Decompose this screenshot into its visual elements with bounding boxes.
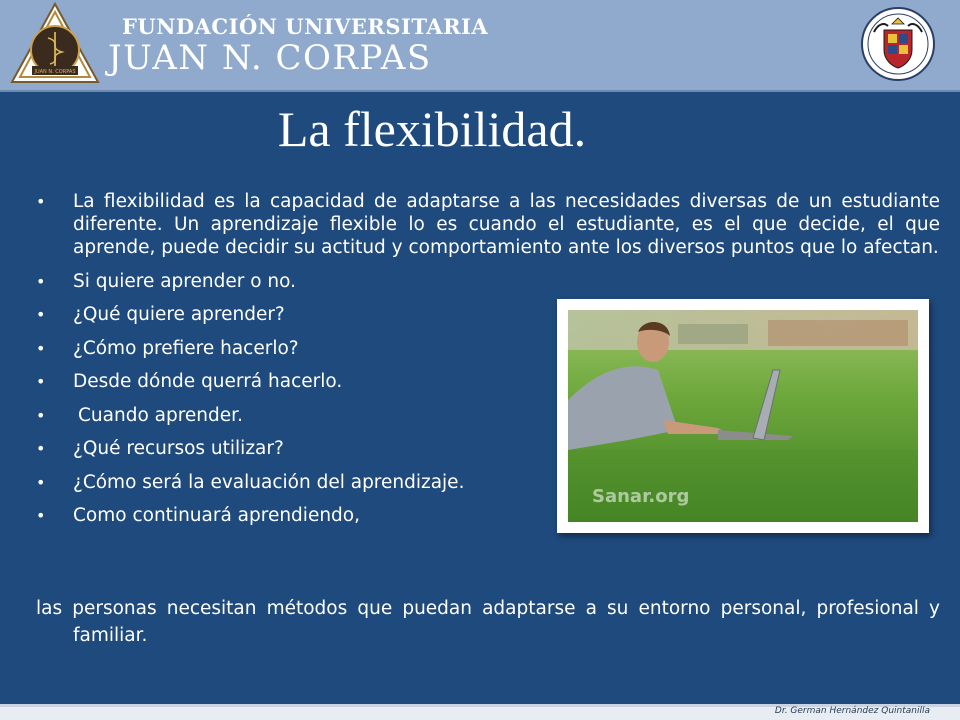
list-item (36, 337, 543, 360)
institution-line1: FUNDACIÓN UNIVERSITARIA (122, 14, 489, 39)
photo-frame (557, 299, 929, 533)
student-laptop-photo (568, 310, 918, 522)
bullet-text: ¿Qué recursos utilizar? (73, 438, 284, 459)
logo-caption: JUAN N. CORPAS (34, 69, 76, 75)
bullet-icon: • (36, 472, 46, 492)
bullet-text: Cuando aprender. (78, 404, 243, 426)
bullet-icon: • (36, 192, 46, 211)
bullet-text: Si quiere aprender o no. (73, 270, 297, 292)
bullet-text: ¿Cómo será la evaluación del aprendizaje. (73, 471, 465, 493)
list-item (36, 303, 543, 326)
author-credit: Dr. German Hernández Quintanilla (774, 706, 930, 716)
institution-line2: JUAN N. CORPAS (108, 38, 432, 78)
list-item (36, 504, 543, 527)
corpas-logo-icon (10, 2, 100, 86)
list-item (36, 190, 940, 259)
photo-watermark: Sanar.org (592, 486, 690, 507)
coat-of-arms-seal-icon (860, 6, 936, 82)
bullet-icon: • (36, 338, 46, 358)
list-item (36, 270, 543, 293)
bullet-icon: • (36, 372, 46, 391)
bullet-text: ¿Cómo prefiere hacerlo? (73, 337, 299, 359)
bullet-text: La flexibilidad es la capacidad de adaptarse a las necesidades diversas de un estudiante diferente. Un aprendizaje flexible lo es cuando el estudiante, es el que decide, el que aprende, puede decidir su actitud y comportamiento ante los diversos puntos que lo afectan. (73, 191, 940, 258)
list-item (36, 370, 543, 393)
bullet-icon: • (36, 271, 46, 291)
list-item (36, 437, 543, 460)
list-item (36, 471, 543, 494)
bullet-text: Desde dónde querrá hacerlo. (73, 371, 343, 392)
slide-title: La flexibilidad. (277, 101, 587, 157)
bullet-icon: • (36, 405, 46, 425)
bullet-icon: • (36, 506, 46, 525)
list-item (36, 404, 543, 427)
bullet-icon: • (36, 439, 46, 458)
bullet-text: Como continuará aprendiendo, (73, 505, 360, 526)
header-band (0, 0, 960, 92)
closing-paragraph: las personas necesitan métodos que puedan adaptarse a su entorno personal, profesional y familiar. (36, 598, 940, 646)
bullet-text: ¿Qué quiere aprender? (73, 304, 285, 325)
bullet-icon: • (36, 305, 46, 324)
